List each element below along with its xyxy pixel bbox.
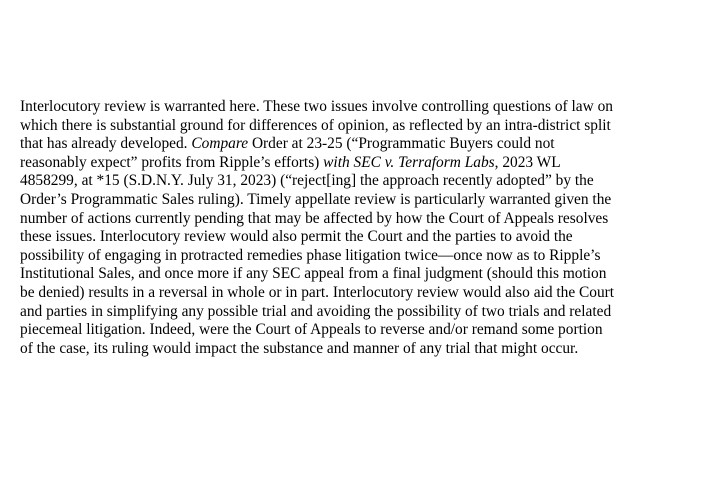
paragraph-line [20,284,710,303]
paragraph-line [20,247,710,266]
paragraph-line [20,154,710,173]
text-segment: which there is substantial ground for differences of opinion, as reflected by an intra-district split [20,116,611,134]
italic-citation-text: Compare [191,135,249,153]
paragraph-line [20,210,710,229]
paragraph-line [20,303,710,322]
paragraph-line [20,228,710,247]
text-segment: of the case, its ruling would impact the substance and manner of any trial that might occur. [20,339,579,357]
text-segment: and parties in simplifying any possible trial and avoiding the possibility of two trials and related [20,302,612,320]
text-segment: number of actions currently pending that may be affected by how the Court of Appeals resolves [20,209,609,227]
text-segment: Interlocutory review is warranted here. These two issues involve controlling questions of law on [20,98,613,115]
text-segment: Institutional Sales, and once more if any SEC appeal from a final judgment (should this motion [20,265,607,283]
paragraph-line [20,98,710,117]
text-segment: be denied) results in a reversal in whole or in part. Interlocutory review would also aid the Court [20,283,615,301]
italic-citation-text: with SEC v. Terraform Labs [323,153,495,171]
text-segment: 4858299, at *15 (S.D.N.Y. July 31, 2023) (“reject[ing] the approach recently adopted” by the [20,172,594,190]
text-segment: piecemeal litigation. Indeed, were the Court of Appeals to reverse and/or remand some portion [20,321,603,339]
text-segment: reasonably expect” profits from Ripple’s efforts) [20,153,324,171]
text-segment: , 2023 WL [494,153,561,171]
text-segment: possibility of engaging in protracted remedies phase litigation twice—once now as to Ripple’s [20,246,601,264]
paragraph-line [20,172,710,191]
paragraph-line [20,321,710,340]
paragraph-line [20,340,710,359]
paragraph-line [20,135,710,154]
text-segment: these issues. Interlocutory review would also permit the Court and the parties to avoid the [20,228,573,246]
text-segment: Order’s Programmatic Sales ruling). Timely appellate review is particularly warranted given the [20,190,612,208]
text-segment: that has already developed. [20,135,192,153]
text-segment: Order at 23-25 (“Programmatic Buyers could not [248,135,555,153]
paragraph-line [20,265,710,284]
paragraph-line [20,191,710,210]
paragraph-line [20,117,710,136]
body-paragraph [20,98,710,358]
